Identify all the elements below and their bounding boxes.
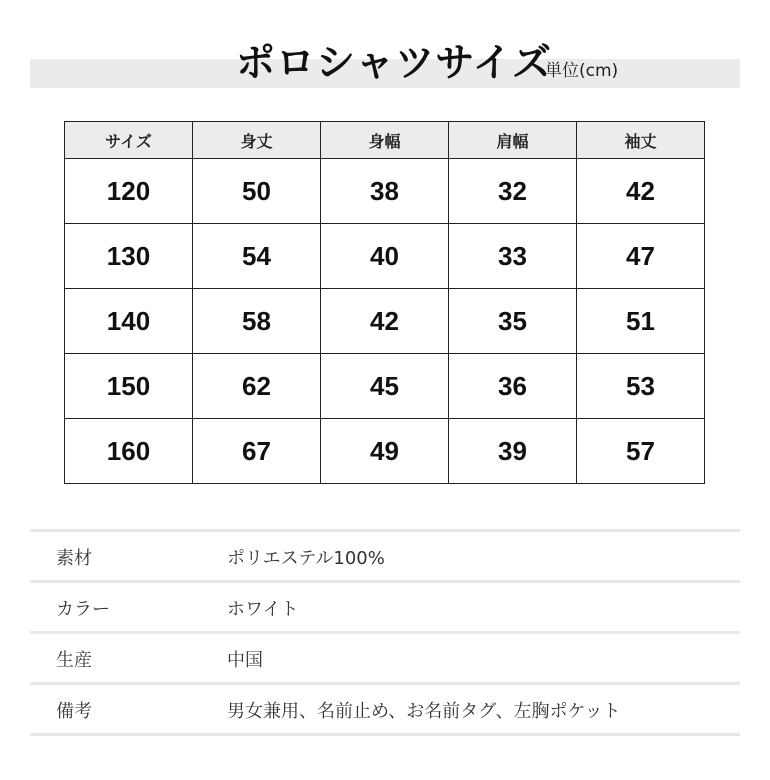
header-body-length: 身丈 — [193, 122, 321, 159]
info-row-origin — [30, 631, 740, 682]
table-cell: 32 — [449, 159, 577, 224]
table-row — [65, 419, 705, 484]
table-cell: 47 — [577, 224, 705, 289]
info-row-color — [30, 580, 740, 631]
table-cell: 53 — [577, 354, 705, 419]
table-cell: 42 — [577, 159, 705, 224]
info-label: 素材 — [56, 548, 92, 569]
table-row — [65, 224, 705, 289]
header-body-width: 身幅 — [321, 122, 449, 159]
table-cell: 130 — [65, 224, 193, 289]
product-info-list — [30, 529, 740, 736]
table-cell: 160 — [65, 419, 193, 484]
table-cell: 50 — [193, 159, 321, 224]
info-value: 中国 — [227, 650, 263, 671]
table-cell: 38 — [321, 159, 449, 224]
table-cell: 120 — [65, 159, 193, 224]
header-sleeve-length: 袖丈 — [577, 122, 705, 159]
table-cell: 140 — [65, 289, 193, 354]
table-row — [65, 289, 705, 354]
table-cell: 33 — [449, 224, 577, 289]
table-cell: 49 — [321, 419, 449, 484]
info-label: 備考 — [56, 701, 92, 722]
table-cell: 45 — [321, 354, 449, 419]
table-cell: 150 — [65, 354, 193, 419]
info-row-material — [30, 529, 740, 580]
size-table — [64, 121, 705, 484]
info-label: カラー — [56, 599, 110, 620]
info-value: ポリエステル100% — [227, 548, 385, 569]
table-row — [65, 354, 705, 419]
info-value: ホワイト — [227, 599, 299, 620]
table-cell: 54 — [193, 224, 321, 289]
size-table-header-row — [65, 122, 705, 159]
table-cell: 36 — [449, 354, 577, 419]
table-cell: 39 — [449, 419, 577, 484]
table-cell: 42 — [321, 289, 449, 354]
info-label: 生産 — [56, 650, 92, 671]
table-cell: 62 — [193, 354, 321, 419]
unit-label: 単位(cm) — [545, 61, 619, 81]
table-row — [65, 159, 705, 224]
table-cell: 58 — [193, 289, 321, 354]
table-cell: 35 — [449, 289, 577, 354]
header-size: サイズ — [65, 122, 193, 159]
page-title: ポロシャツサイズ — [236, 41, 553, 86]
info-row-notes — [30, 682, 740, 736]
info-value: 男女兼用、名前止め、お名前タグ、左胸ポケット — [227, 701, 621, 722]
table-cell: 67 — [193, 419, 321, 484]
table-cell: 57 — [577, 419, 705, 484]
table-cell: 51 — [577, 289, 705, 354]
table-cell: 40 — [321, 224, 449, 289]
header-shoulder-width: 肩幅 — [449, 122, 577, 159]
